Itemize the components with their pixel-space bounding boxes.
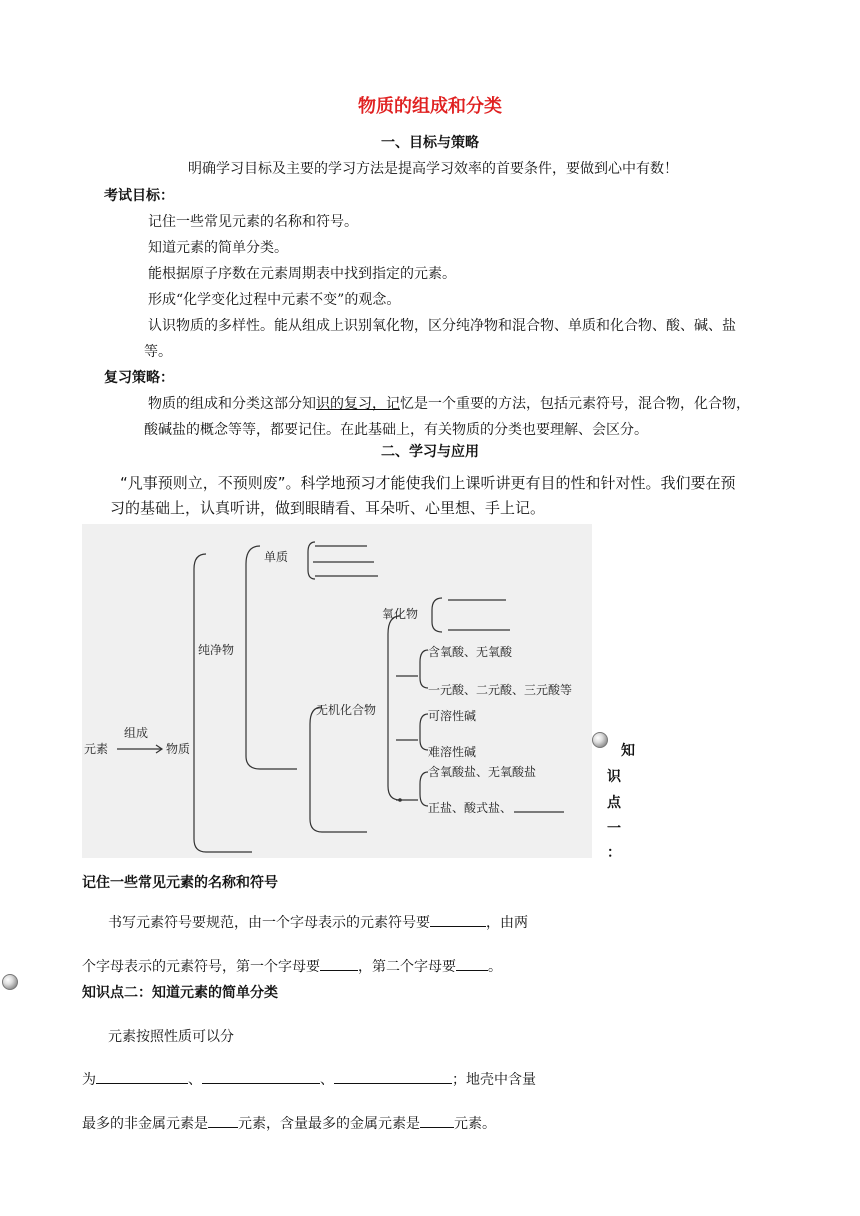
node-acid2: 一元酸、二元酸、三元酸等	[428, 683, 573, 697]
node-acid1: 含氧酸、无氧酸	[428, 645, 513, 659]
blank	[208, 1114, 238, 1128]
side-label-char: 识	[607, 769, 621, 785]
strategy-label: 复习策略：	[104, 370, 174, 386]
node-inorganic: 无机化合物	[316, 703, 377, 717]
kp1-text: ，第二个字母要	[358, 959, 456, 975]
node-compose: 组成	[124, 726, 149, 740]
blank	[334, 1070, 452, 1084]
goal-item: 认识物质的多样性。能从组成上识别氧化物，区分纯净物和混合物、单质和化合物、酸、碱、盐	[148, 318, 736, 334]
blank	[202, 1070, 320, 1084]
quote-line1: “凡事预则立，不预则废”。科学地预习才能使我们上课听讲更有目的性和针对性。我们要在预	[120, 474, 736, 492]
blank	[456, 957, 488, 971]
goal-item: 能根据原子序数在元素周期表中找到指定的元素。	[148, 266, 456, 282]
kp1-heading: 记住一些常见元素的名称和符号	[82, 875, 278, 891]
diagram-svg	[82, 524, 592, 858]
section1-heading: 一、目标与策略	[381, 135, 479, 151]
node-base2: 难溶性碱	[428, 745, 477, 759]
exam-goals-label: 考试目标：	[104, 188, 174, 204]
kp2-line3	[82, 1113, 496, 1133]
goal-item: 记住一些常见元素的名称和符号。	[148, 214, 358, 230]
side-label-char: 点	[607, 795, 621, 811]
kp2-line1: 元素按照性质可以分	[108, 1029, 234, 1045]
blank	[420, 1114, 454, 1128]
kp1-text: 个字母表示的元素符号，第一个字母要	[82, 959, 320, 975]
kp1-line1	[108, 912, 528, 932]
node-salt2: 正盐、酸式盐、	[428, 801, 513, 815]
kp2-text: 元素，含量最多的金属元素是	[238, 1116, 420, 1132]
page-title: 物质的组成和分类	[358, 96, 502, 117]
kp2-line2	[82, 1069, 536, 1089]
node-salt1: 含氧酸盐、无氧酸盐	[428, 765, 537, 779]
node-simple: 单质	[264, 550, 289, 564]
blank	[430, 913, 486, 927]
strategy-underlined: 识的复习，记	[316, 396, 400, 412]
bullet-icon	[592, 732, 608, 748]
side-label-char: 一	[607, 821, 621, 837]
strategy-text: 忆是一个重要的方法，包括元素符号，混合物，化合物，	[400, 396, 750, 412]
side-label-char: ：	[607, 845, 621, 861]
kp1-text: 。	[488, 959, 502, 975]
kp1-line2	[82, 956, 502, 976]
node-pure: 纯净物	[198, 643, 235, 657]
kp1-text: 书写元素符号要规范，由一个字母表示的元素符号要	[108, 915, 430, 931]
goal-item: 形成“化学变化过程中元素不变”的观念。	[148, 292, 401, 308]
quote-line2: 习的基础上，认真听讲，做到眼睛看、耳朵听、心里想、手上记。	[110, 499, 546, 517]
kp2-text: 元素。	[454, 1116, 496, 1132]
section2-heading: 二、学习与应用	[381, 444, 479, 460]
goal-item: 知道元素的简单分类。	[148, 240, 288, 256]
kp2-text: 最多的非金属元素是	[82, 1116, 208, 1132]
kp2-text: 、	[320, 1072, 334, 1088]
node-element: 元素	[84, 742, 109, 756]
section1-intro: 明确学习目标及主要的学习方法是提高学习效率的首要条件，要做到心中有数！	[188, 161, 678, 177]
node-substance: 物质	[166, 742, 191, 756]
bullet-icon	[2, 974, 18, 990]
kp2-text: 为	[82, 1072, 96, 1088]
kp1-text: ，由两	[486, 915, 528, 931]
strategy-line1	[148, 393, 750, 413]
blank	[96, 1070, 188, 1084]
kp2-text: ；地壳中含量	[452, 1072, 536, 1088]
goal-item: 等。	[144, 344, 172, 360]
strategy-text: 物质的组成和分类这部分知	[148, 396, 316, 412]
classification-diagram	[82, 524, 592, 858]
strategy-line2: 酸碱盐的概念等等，都要记住。在此基础上，有关物质的分类也要理解、会区分。	[144, 422, 648, 438]
blank	[320, 957, 358, 971]
kp2-heading: 知识点二：知道元素的简单分类	[82, 985, 278, 1001]
node-base1: 可溶性碱	[428, 709, 477, 723]
node-oxide: 氧化物	[382, 607, 419, 621]
kp2-text: 、	[188, 1072, 202, 1088]
side-label-char: 知	[621, 743, 635, 759]
